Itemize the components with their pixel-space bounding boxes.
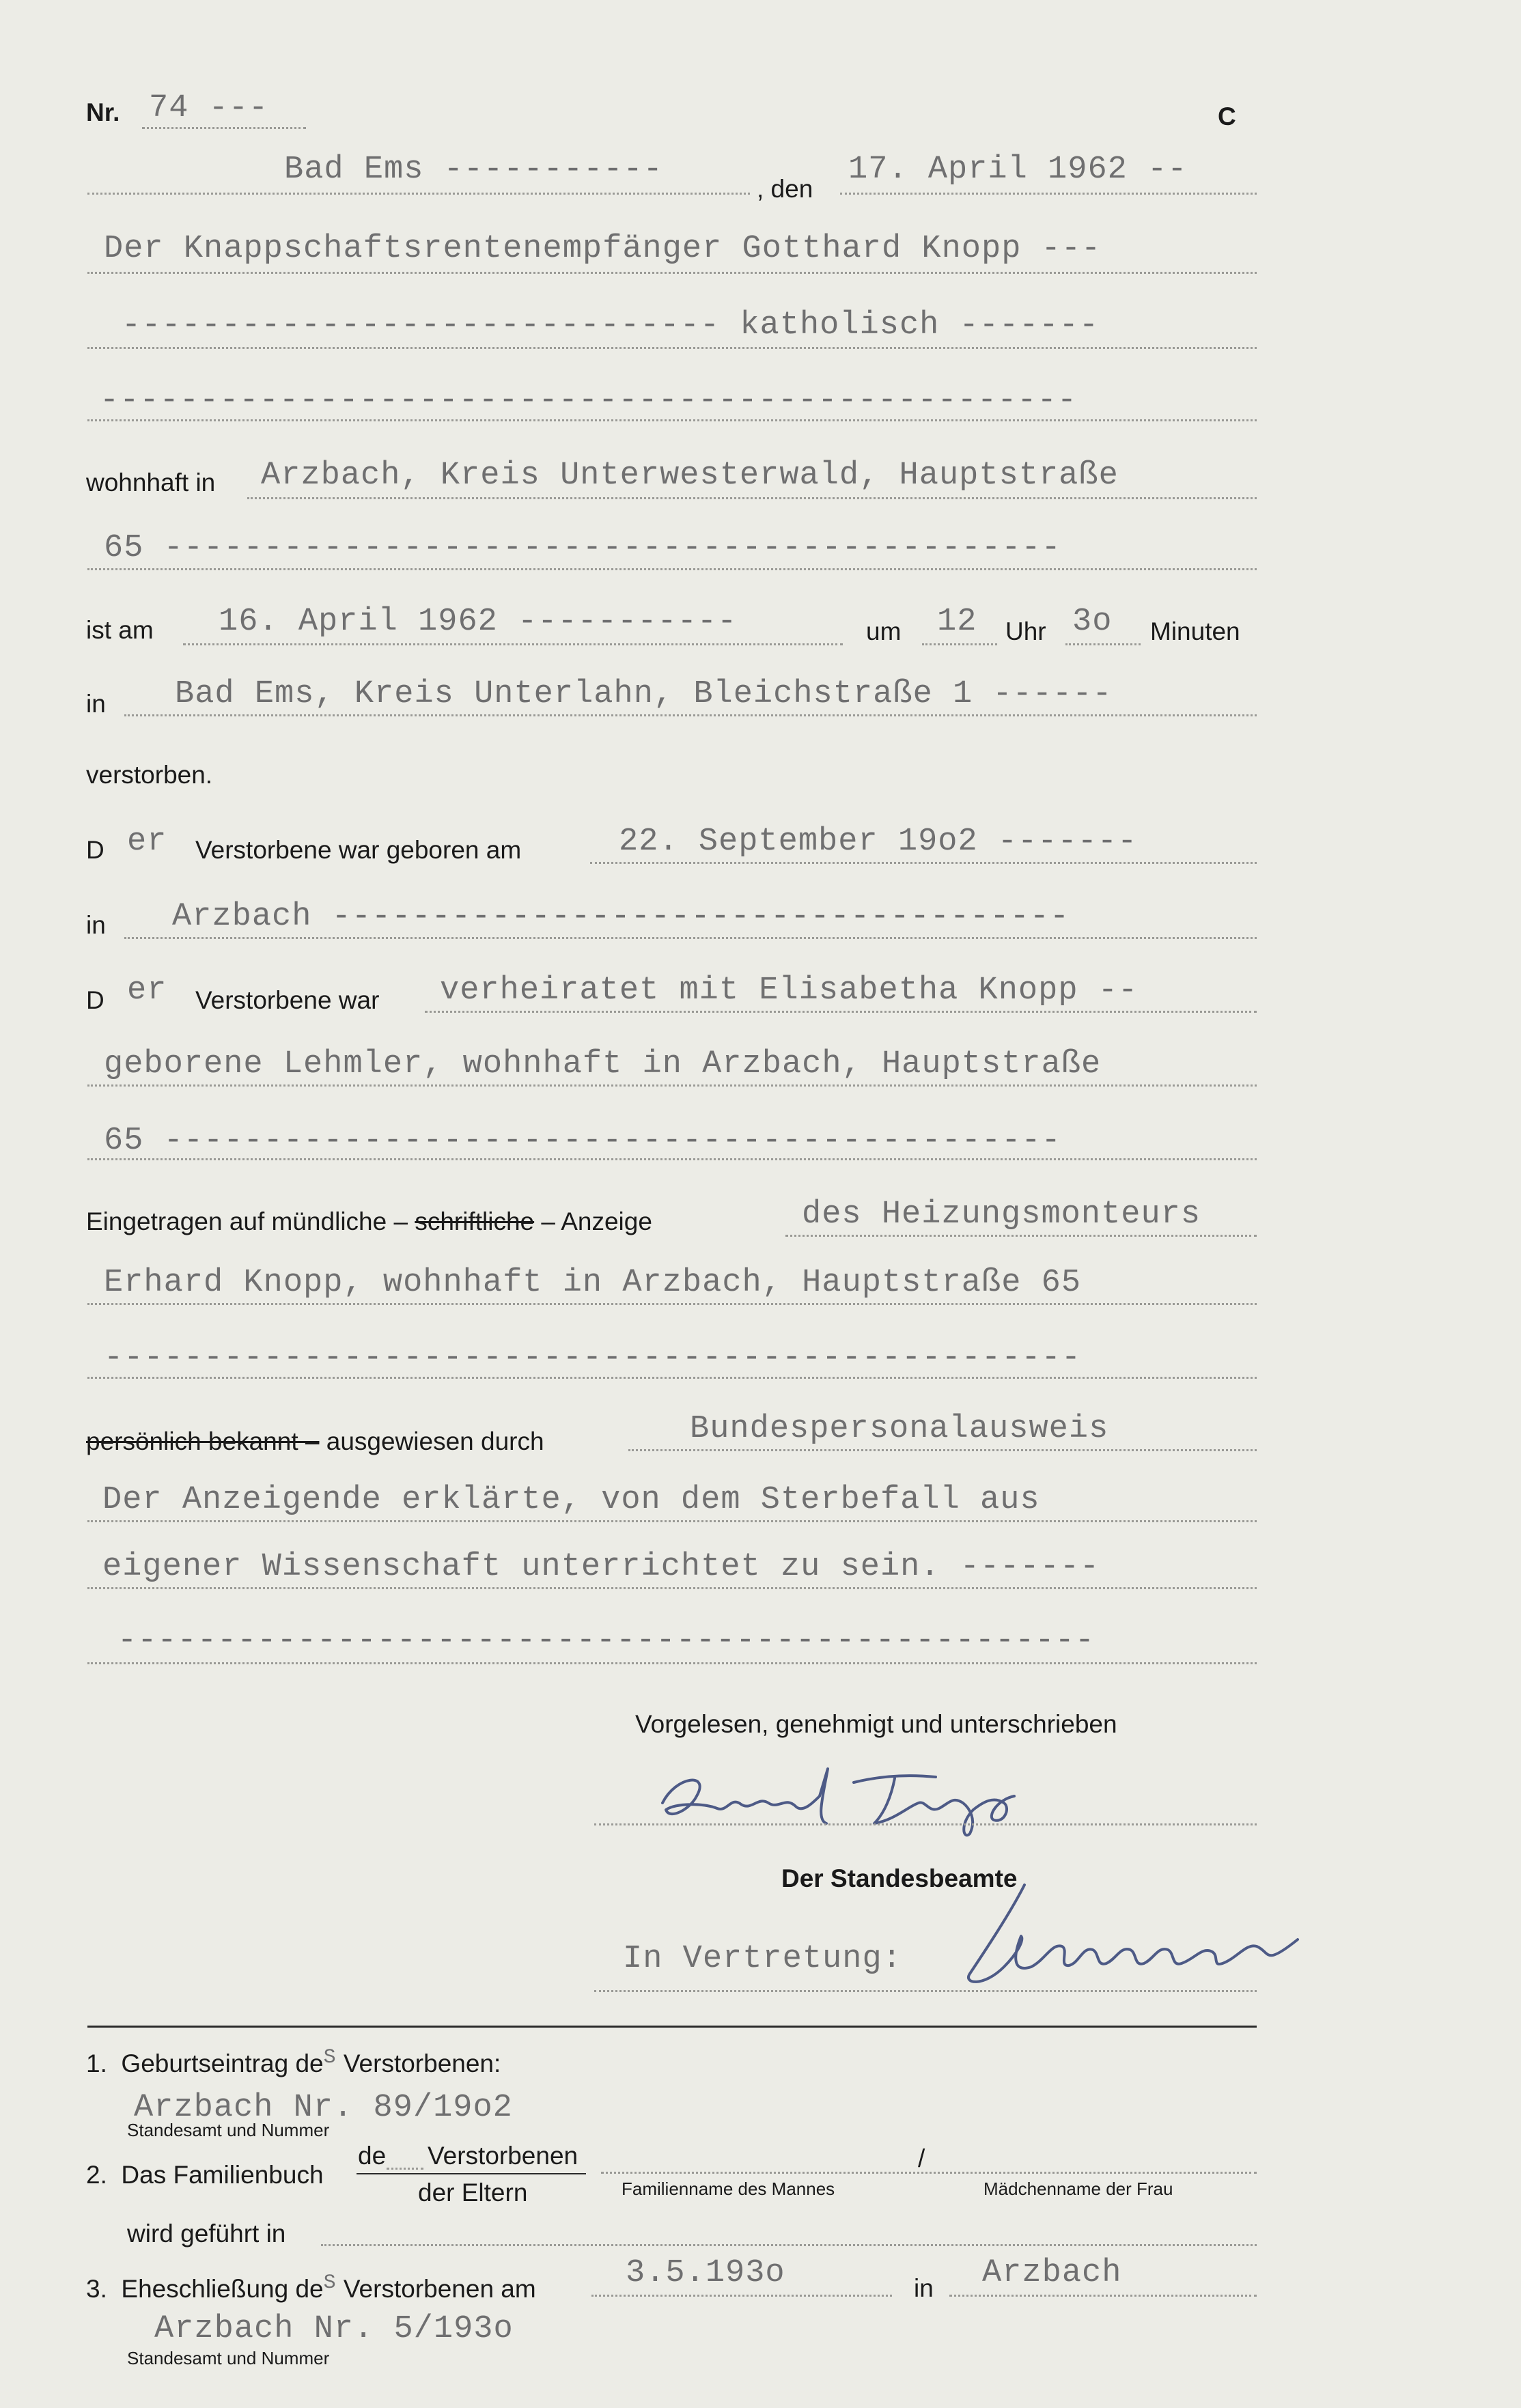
dotted-line xyxy=(387,2168,423,2170)
marriage-in-label: in xyxy=(914,2274,934,2302)
dotted-line xyxy=(124,937,1257,939)
registry-date: 17. April 1962 -- xyxy=(848,152,1188,188)
dotted-line xyxy=(628,1449,1257,1451)
marriage-place: Arzbach xyxy=(982,2255,1122,2291)
verstorben-label: verstorben. xyxy=(86,761,213,789)
dotted-line xyxy=(601,2172,1257,2174)
dotted-line xyxy=(321,2244,1257,2246)
uhr-label: Uhr xyxy=(1005,617,1046,645)
in-label: in xyxy=(86,690,106,718)
in-vertretung: In Vertretung: xyxy=(623,1941,902,1977)
kept-in-label: wird geführt in xyxy=(127,2220,286,2248)
nr-label: Nr. xyxy=(86,98,120,126)
nr-value: 74 --- xyxy=(149,90,269,126)
dotted-line xyxy=(87,1084,1257,1087)
informant-line2: Erhard Knopp, wohnhaft in Arzbach, Hauptstraße 65 xyxy=(104,1265,1082,1301)
registry-place: Bad Ems ----------- xyxy=(284,152,663,188)
known-struck: persönlich bekannt – xyxy=(86,1427,320,1455)
registration-label-post: – Anzeige xyxy=(541,1207,652,1235)
birth-entry-caption: Standesamt und Nummer xyxy=(127,2120,330,2140)
dotted-line xyxy=(840,193,1257,195)
identification-label xyxy=(86,1427,544,1456)
registrar-signature xyxy=(943,1871,1325,1994)
informant-line3: ------------------------------------------------- xyxy=(104,1340,1082,1376)
dotted-line xyxy=(87,1587,1257,1589)
birth-date: 22. September 19o2 ------- xyxy=(619,824,1138,860)
dotted-line xyxy=(785,1235,1257,1237)
dotted-line xyxy=(590,862,1257,864)
birth-entry-label-text: 1. Geburtseintrag de xyxy=(86,2049,324,2077)
dotted-line xyxy=(87,193,750,195)
death-date: 16. April 1962 ----------- xyxy=(219,604,738,640)
um-label: um xyxy=(866,617,902,645)
spouse-line1: verheiratet mit Elisabetha Knopp -- xyxy=(440,972,1139,1009)
married-label: Verstorbene war xyxy=(195,986,380,1014)
residence-line1: Arzbach, Kreis Unterwesterwald, Hauptstraße xyxy=(261,458,1119,494)
deceased-name: Der Knappschaftsrentenempfänger Gotthard Knopp --- xyxy=(104,231,1102,267)
er-typed: er xyxy=(127,972,167,1009)
statement-line3: ------------------------------------------------- xyxy=(117,1623,1096,1659)
dotted-line xyxy=(87,1662,1257,1664)
registrar-label: Der Standesbeamte xyxy=(781,1864,1018,1892)
birth-place: Arzbach ------------------------------------- xyxy=(172,899,1070,935)
informant-signature xyxy=(649,1755,1168,1844)
family-book-label: 2. Das Familienbuch xyxy=(86,2161,324,2189)
marriage-entry-label xyxy=(86,2271,536,2304)
birth-entry-sup: S xyxy=(323,2046,337,2069)
family-book-parents: der Eltern xyxy=(418,2179,528,2207)
dotted-line xyxy=(425,1011,1257,1013)
spouse-line3: 65 --------------------------------------------- xyxy=(104,1123,1061,1159)
d-label: D xyxy=(86,836,104,864)
family-book-slash: / xyxy=(918,2144,925,2172)
birth-entry-label xyxy=(86,2046,501,2078)
residence-line2: 65 --------------------------------------------- xyxy=(104,530,1061,566)
caption-wife-maiden-name: Mädchenname der Frau xyxy=(983,2179,1173,2199)
religion: ------------------------------ katholisch ------- xyxy=(122,307,1100,344)
registration-label-pre: Eingetragen auf mündliche – xyxy=(86,1207,408,1235)
death-hour: 12 xyxy=(937,604,977,640)
dotted-line xyxy=(87,272,1257,274)
identified-by-label: ausgewiesen durch xyxy=(326,1427,544,1455)
birth-entry-value: Arzbach Nr. 89/19o2 xyxy=(134,2090,513,2126)
statement-line1: Der Anzeigende erklärte, von dem Sterbefall aus xyxy=(102,1482,1040,1518)
dotted-line xyxy=(1065,643,1141,645)
dotted-line xyxy=(87,419,1257,421)
dash-line: ------------------------------------------------- xyxy=(100,382,1078,419)
marriage-date: 3.5.193o xyxy=(626,2255,785,2291)
death-place: Bad Ems, Kreis Unterlahn, Bleichstraße 1 ------ xyxy=(175,676,1113,712)
dotted-line xyxy=(87,347,1257,349)
den-label: , den xyxy=(757,175,813,203)
informant-line1: des Heizungsmonteurs xyxy=(802,1196,1201,1233)
marriage-entry-label-text: 3. Eheschließung de xyxy=(86,2275,324,2303)
dotted-line xyxy=(949,2295,1257,2297)
marriage-entry-label-rest: Verstorbenen am xyxy=(343,2275,536,2303)
dotted-line xyxy=(591,2295,892,2297)
dotted-line xyxy=(87,1520,1257,1522)
marriage-entry-caption: Standesamt und Nummer xyxy=(127,2348,330,2368)
minuten-label: Minuten xyxy=(1150,617,1240,645)
residence-label: wohnhaft in xyxy=(86,468,216,496)
signature-line xyxy=(594,1823,1257,1825)
section-divider xyxy=(87,2026,1257,2028)
dotted-line xyxy=(87,1303,1257,1305)
dotted-line xyxy=(87,1377,1257,1379)
dotted-line xyxy=(183,643,843,645)
dotted-line xyxy=(87,1158,1257,1160)
registration-label-struck: schriftliche xyxy=(415,1207,535,1235)
signature-line xyxy=(594,1990,1257,1992)
in-label: in xyxy=(86,911,106,939)
ist-am-label: ist am xyxy=(86,616,154,644)
read-approved-signed: Vorgelesen, genehmigt und unterschrieben xyxy=(635,1710,1117,1738)
dotted-line xyxy=(87,568,1257,570)
d-label: D xyxy=(86,986,104,1014)
birth-entry-label-rest: Verstorbenen: xyxy=(343,2049,501,2077)
dotted-line xyxy=(124,714,1257,716)
er-typed: er xyxy=(127,824,167,860)
death-minute: 3o xyxy=(1072,604,1113,640)
dotted-line xyxy=(922,643,997,645)
corner-mark: C xyxy=(1218,102,1236,130)
dotted-line xyxy=(247,497,1257,499)
id-document: Bundespersonalausweis xyxy=(690,1411,1109,1447)
spouse-line2: geborene Lehmler, wohnhaft in Arzbach, Hauptstraße xyxy=(104,1046,1102,1082)
registration-label xyxy=(86,1207,652,1236)
dotted-line xyxy=(142,127,306,129)
born-label: Verstorbene war geboren am xyxy=(195,836,522,864)
marriage-entry-sup: S xyxy=(323,2271,337,2295)
fraction-line xyxy=(357,2173,586,2174)
statement-line2: eigener Wissenschaft unterrichtet zu sein. ------- xyxy=(102,1549,1100,1585)
family-book-de: de xyxy=(358,2142,387,2170)
caption-husband-name: Familienname des Mannes xyxy=(622,2179,835,2199)
family-book-deceased: Verstorbenen xyxy=(428,2142,578,2170)
marriage-entry-value: Arzbach Nr. 5/193o xyxy=(154,2311,514,2347)
